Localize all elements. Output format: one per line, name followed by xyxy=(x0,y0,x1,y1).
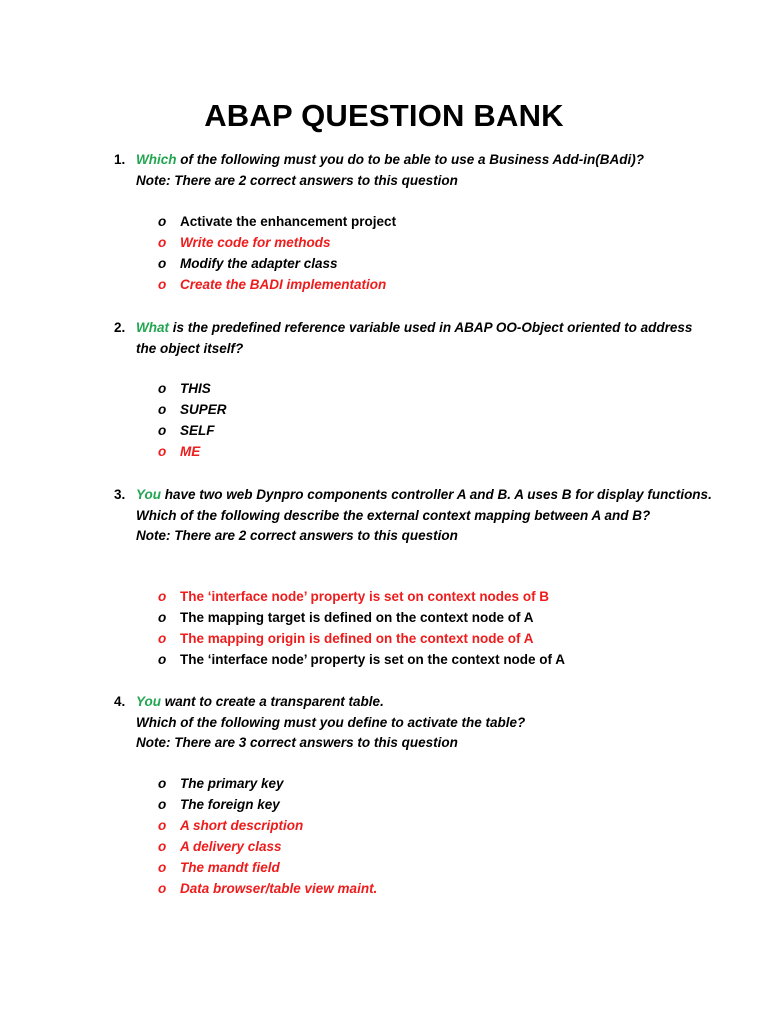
option-label: THIS xyxy=(180,381,211,396)
option-item xyxy=(158,254,718,275)
question-number: 3. xyxy=(114,487,126,502)
option-item xyxy=(158,629,718,650)
options-list-2 xyxy=(158,379,718,463)
question-body: is the predefined reference variable used in ABAP OO-Object oriented to address the object itself? xyxy=(136,320,693,356)
option-label: ME xyxy=(180,444,201,459)
options-list-1 xyxy=(158,212,718,296)
bullet-icon: o xyxy=(158,381,167,396)
question-2 xyxy=(114,318,714,359)
bullet-icon: o xyxy=(158,423,167,438)
option-item xyxy=(158,774,718,795)
option-label: The ‘interface node’ property is set on context nodes of B xyxy=(180,589,550,604)
option-label: Write code for methods xyxy=(180,235,331,250)
option-item xyxy=(158,879,718,900)
question-lead-word: You xyxy=(136,694,161,709)
question-4 xyxy=(114,692,714,754)
question-lead-word: What xyxy=(136,320,169,335)
bullet-icon: o xyxy=(158,589,167,604)
page-title: ABAP QUESTION BANK xyxy=(204,98,564,133)
option-item xyxy=(158,379,718,400)
question-lead-word: You xyxy=(136,487,161,502)
option-item xyxy=(158,816,718,837)
option-label: SUPER xyxy=(180,402,227,417)
bullet-icon: o xyxy=(158,797,167,812)
bullet-icon: o xyxy=(158,818,167,833)
question-lead-word: Which xyxy=(136,152,177,167)
option-label: The primary key xyxy=(180,776,284,791)
options-list-3 xyxy=(158,587,718,671)
question-line: Which of the following describe the external context mapping between A and B? xyxy=(136,507,651,523)
option-item xyxy=(158,650,718,671)
option-label: Data browser/table view maint. xyxy=(180,881,378,896)
option-label: The mandt field xyxy=(180,860,280,875)
question-3 xyxy=(114,485,714,547)
bullet-icon: o xyxy=(158,860,167,875)
question-number: 2. xyxy=(114,320,126,335)
bullet-icon: o xyxy=(158,610,167,625)
question-text xyxy=(136,485,714,506)
question-text xyxy=(136,318,714,359)
bullet-icon: o xyxy=(158,214,167,229)
bullet-icon: o xyxy=(158,235,167,250)
option-label: SELF xyxy=(180,423,215,438)
option-item xyxy=(158,275,718,296)
option-label: The ‘interface node’ property is set on the context node of A xyxy=(180,652,566,667)
option-label: Create the BADI implementation xyxy=(180,277,387,292)
option-item xyxy=(158,795,718,816)
bullet-icon: o xyxy=(158,256,167,271)
question-number: 4. xyxy=(114,694,126,709)
option-label: A delivery class xyxy=(180,839,282,854)
question-body: of the following must you do to be able to use a Business Add-in(BAdi)? xyxy=(176,152,644,167)
question-1 xyxy=(114,150,714,191)
question-note: Note: There are 3 correct answers to this question xyxy=(136,735,458,750)
bullet-icon: o xyxy=(158,402,167,417)
question-line: Which of the following must you define to activate the table? xyxy=(136,714,526,730)
bullet-icon: o xyxy=(158,444,167,459)
option-label: The mapping origin is defined on the context node of A xyxy=(180,631,534,646)
question-text xyxy=(136,692,714,713)
option-item xyxy=(158,858,718,879)
option-item xyxy=(158,421,718,442)
bullet-icon: o xyxy=(158,277,167,292)
question-note: Note: There are 2 correct answers to this question xyxy=(136,528,458,543)
bullet-icon: o xyxy=(158,881,167,896)
bullet-icon: o xyxy=(158,776,167,791)
option-label: Modify the adapter class xyxy=(180,256,338,271)
option-label: Activate the enhancement project xyxy=(180,214,397,229)
option-item xyxy=(158,400,718,421)
question-body: want to create a transparent table. xyxy=(161,694,384,709)
question-body: have two web Dynpro components controller A and B. A uses B for display functions. xyxy=(161,487,712,502)
question-note: Note: There are 2 correct answers to this question xyxy=(136,172,458,188)
question-text xyxy=(136,150,714,171)
option-label: The mapping target is defined on the context node of A xyxy=(180,610,534,625)
option-label: A short description xyxy=(180,818,304,833)
option-item xyxy=(158,587,718,608)
option-label: The foreign key xyxy=(180,797,280,812)
option-item xyxy=(158,608,718,629)
bullet-icon: o xyxy=(158,839,167,854)
option-item xyxy=(158,212,718,233)
option-item xyxy=(158,233,718,254)
bullet-icon: o xyxy=(158,652,167,667)
bullet-icon: o xyxy=(158,631,167,646)
option-item xyxy=(158,442,718,463)
options-list-4 xyxy=(158,774,718,900)
option-item xyxy=(158,837,718,858)
question-number: 1. xyxy=(114,152,126,167)
